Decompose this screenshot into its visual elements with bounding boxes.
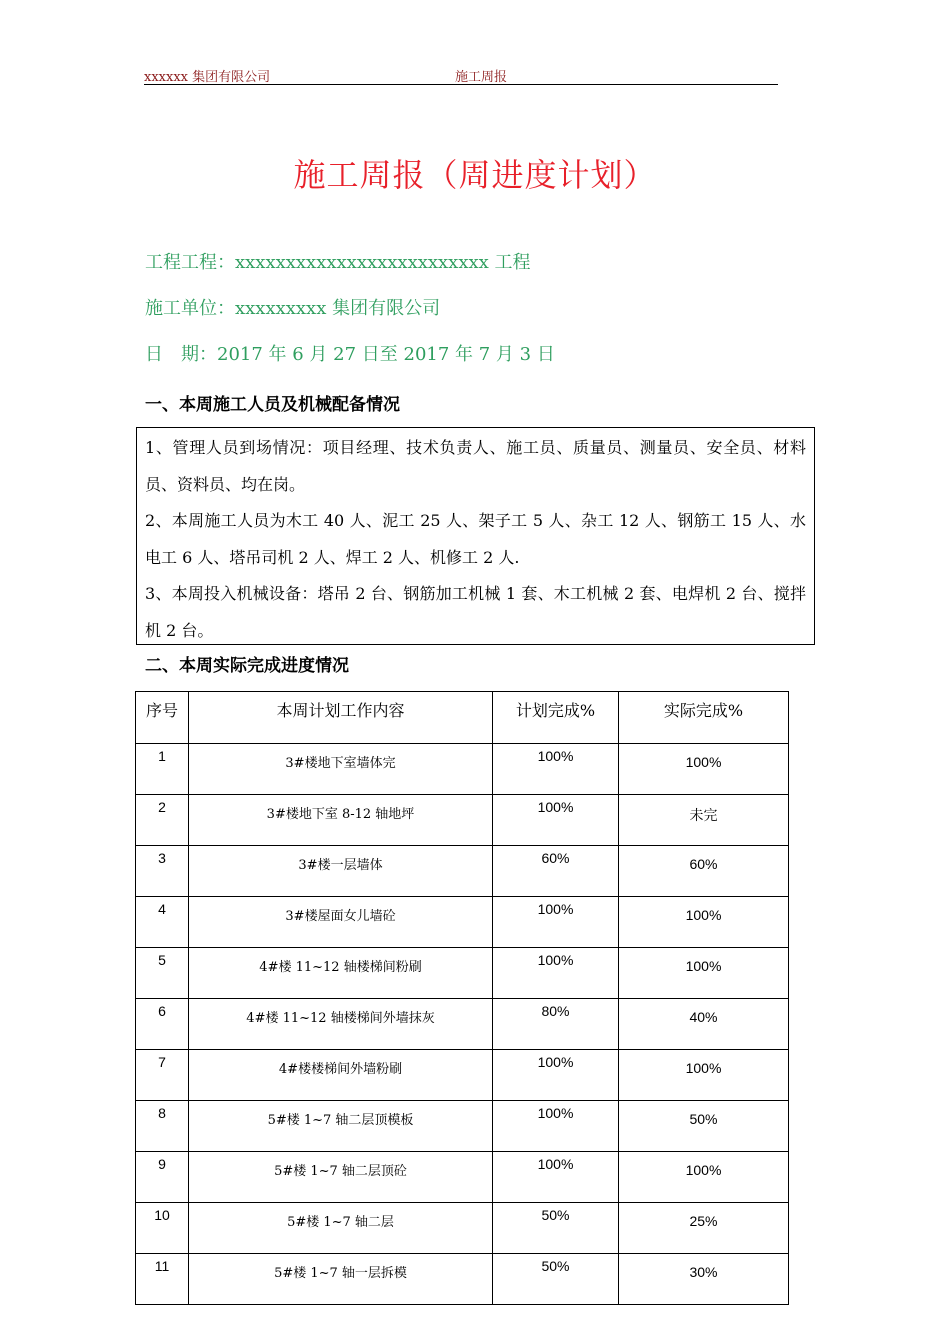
table-header-row bbox=[136, 692, 789, 744]
header-company: xxxxxx 集团有限公司 bbox=[144, 70, 271, 85]
table-row bbox=[136, 1050, 789, 1101]
header-no: 序号 bbox=[136, 692, 189, 744]
row-actual: 40% bbox=[619, 999, 789, 1050]
row-plan: 100% bbox=[493, 948, 619, 999]
report-date: 日 期：2017 年 6 月 27 日至 2017 年 7 月 3 日 bbox=[145, 344, 555, 365]
row-no: 9 bbox=[136, 1152, 189, 1203]
table-row bbox=[136, 846, 789, 897]
row-plan: 100% bbox=[493, 1050, 619, 1101]
row-work: 3#楼屋面女儿墙砼 bbox=[189, 897, 493, 948]
row-work: 3#楼一层墙体 bbox=[189, 846, 493, 897]
row-no: 4 bbox=[136, 897, 189, 948]
table-row bbox=[136, 1203, 789, 1254]
row-no: 8 bbox=[136, 1101, 189, 1152]
row-work: 5#楼 1~7 轴二层顶砼 bbox=[189, 1152, 493, 1203]
page-header bbox=[144, 64, 778, 85]
row-no: 10 bbox=[136, 1203, 189, 1254]
table-row bbox=[136, 744, 789, 795]
section1-title: 一、本周施工人员及机械配备情况 bbox=[145, 395, 400, 415]
staffing-box bbox=[136, 427, 815, 645]
row-work: 3#楼地下室墙体完 bbox=[189, 744, 493, 795]
row-actual: 100% bbox=[619, 897, 789, 948]
row-no: 6 bbox=[136, 999, 189, 1050]
row-no: 1 bbox=[136, 744, 189, 795]
row-plan: 50% bbox=[493, 1203, 619, 1254]
row-plan: 60% bbox=[493, 846, 619, 897]
section2-title: 二、本周实际完成进度情况 bbox=[145, 656, 349, 676]
staffing-paragraph: 3、本周投入机械设备：塔吊 2 台、钢筋加工机械 1 套、木工机械 2 套、电焊机 2 台、搅拌机 2 台。 bbox=[145, 584, 806, 640]
row-work: 5#楼 1~7 轴二层顶模板 bbox=[189, 1101, 493, 1152]
row-actual: 100% bbox=[619, 948, 789, 999]
row-plan: 80% bbox=[493, 999, 619, 1050]
table-row bbox=[136, 948, 789, 999]
header-doc-name: 施工周报 bbox=[455, 70, 508, 85]
row-work: 4#楼楼梯间外墙粉刷 bbox=[189, 1050, 493, 1101]
table-row bbox=[136, 1254, 789, 1305]
row-actual: 50% bbox=[619, 1101, 789, 1152]
row-work: 5#楼 1~7 轴二层 bbox=[189, 1203, 493, 1254]
row-work: 4#楼 11~12 轴楼梯间粉刷 bbox=[189, 948, 493, 999]
row-work: 5#楼 1~7 轴一层拆模 bbox=[189, 1254, 493, 1305]
row-plan: 50% bbox=[493, 1254, 619, 1305]
row-plan: 100% bbox=[493, 1152, 619, 1203]
construction-unit: 施工单位：xxxxxxxxx 集团有限公司 bbox=[145, 298, 441, 319]
project-name: 工程工程：xxxxxxxxxxxxxxxxxxxxxxxxx 工程 bbox=[145, 252, 531, 273]
staffing-paragraph: 1、管理人员到场情况：项目经理、技术负责人、施工员、质量员、测量员、安全员、材料员、资料员、均在岗。 bbox=[145, 438, 806, 494]
row-actual: 100% bbox=[619, 1050, 789, 1101]
row-no: 3 bbox=[136, 846, 189, 897]
row-actual: 25% bbox=[619, 1203, 789, 1254]
table-row bbox=[136, 1101, 789, 1152]
row-work: 3#楼地下室 8-12 轴地坪 bbox=[189, 795, 493, 846]
row-no: 2 bbox=[136, 795, 189, 846]
header-work: 本周计划工作内容 bbox=[189, 692, 493, 744]
row-plan: 100% bbox=[493, 744, 619, 795]
table-row bbox=[136, 795, 789, 846]
row-no: 5 bbox=[136, 948, 189, 999]
header-actual: 实际完成% bbox=[619, 692, 789, 744]
row-actual: 未完 bbox=[619, 795, 789, 846]
header-plan: 计划完成% bbox=[493, 692, 619, 744]
row-actual: 30% bbox=[619, 1254, 789, 1305]
row-work: 4#楼 11~12 轴楼梯间外墙抹灰 bbox=[189, 999, 493, 1050]
row-plan: 100% bbox=[493, 1101, 619, 1152]
row-actual: 100% bbox=[619, 1152, 789, 1203]
row-no: 7 bbox=[136, 1050, 189, 1101]
staffing-paragraph: 2、本周施工人员为木工 40 人、泥工 25 人、架子工 5 人、杂工 12 人、钢筋工 15 人、水电工 6 人、塔吊司机 2 人、焊工 2 人、机修工 2 人. bbox=[145, 511, 806, 567]
table-row bbox=[136, 1152, 789, 1203]
row-plan: 100% bbox=[493, 897, 619, 948]
table-row bbox=[136, 999, 789, 1050]
row-plan: 100% bbox=[493, 795, 619, 846]
table-row bbox=[136, 897, 789, 948]
row-actual: 100% bbox=[619, 744, 789, 795]
row-actual: 60% bbox=[619, 846, 789, 897]
document-title: 施工周报（周进度计划） bbox=[293, 156, 657, 194]
progress-table bbox=[135, 691, 789, 1305]
row-no: 11 bbox=[136, 1254, 189, 1305]
